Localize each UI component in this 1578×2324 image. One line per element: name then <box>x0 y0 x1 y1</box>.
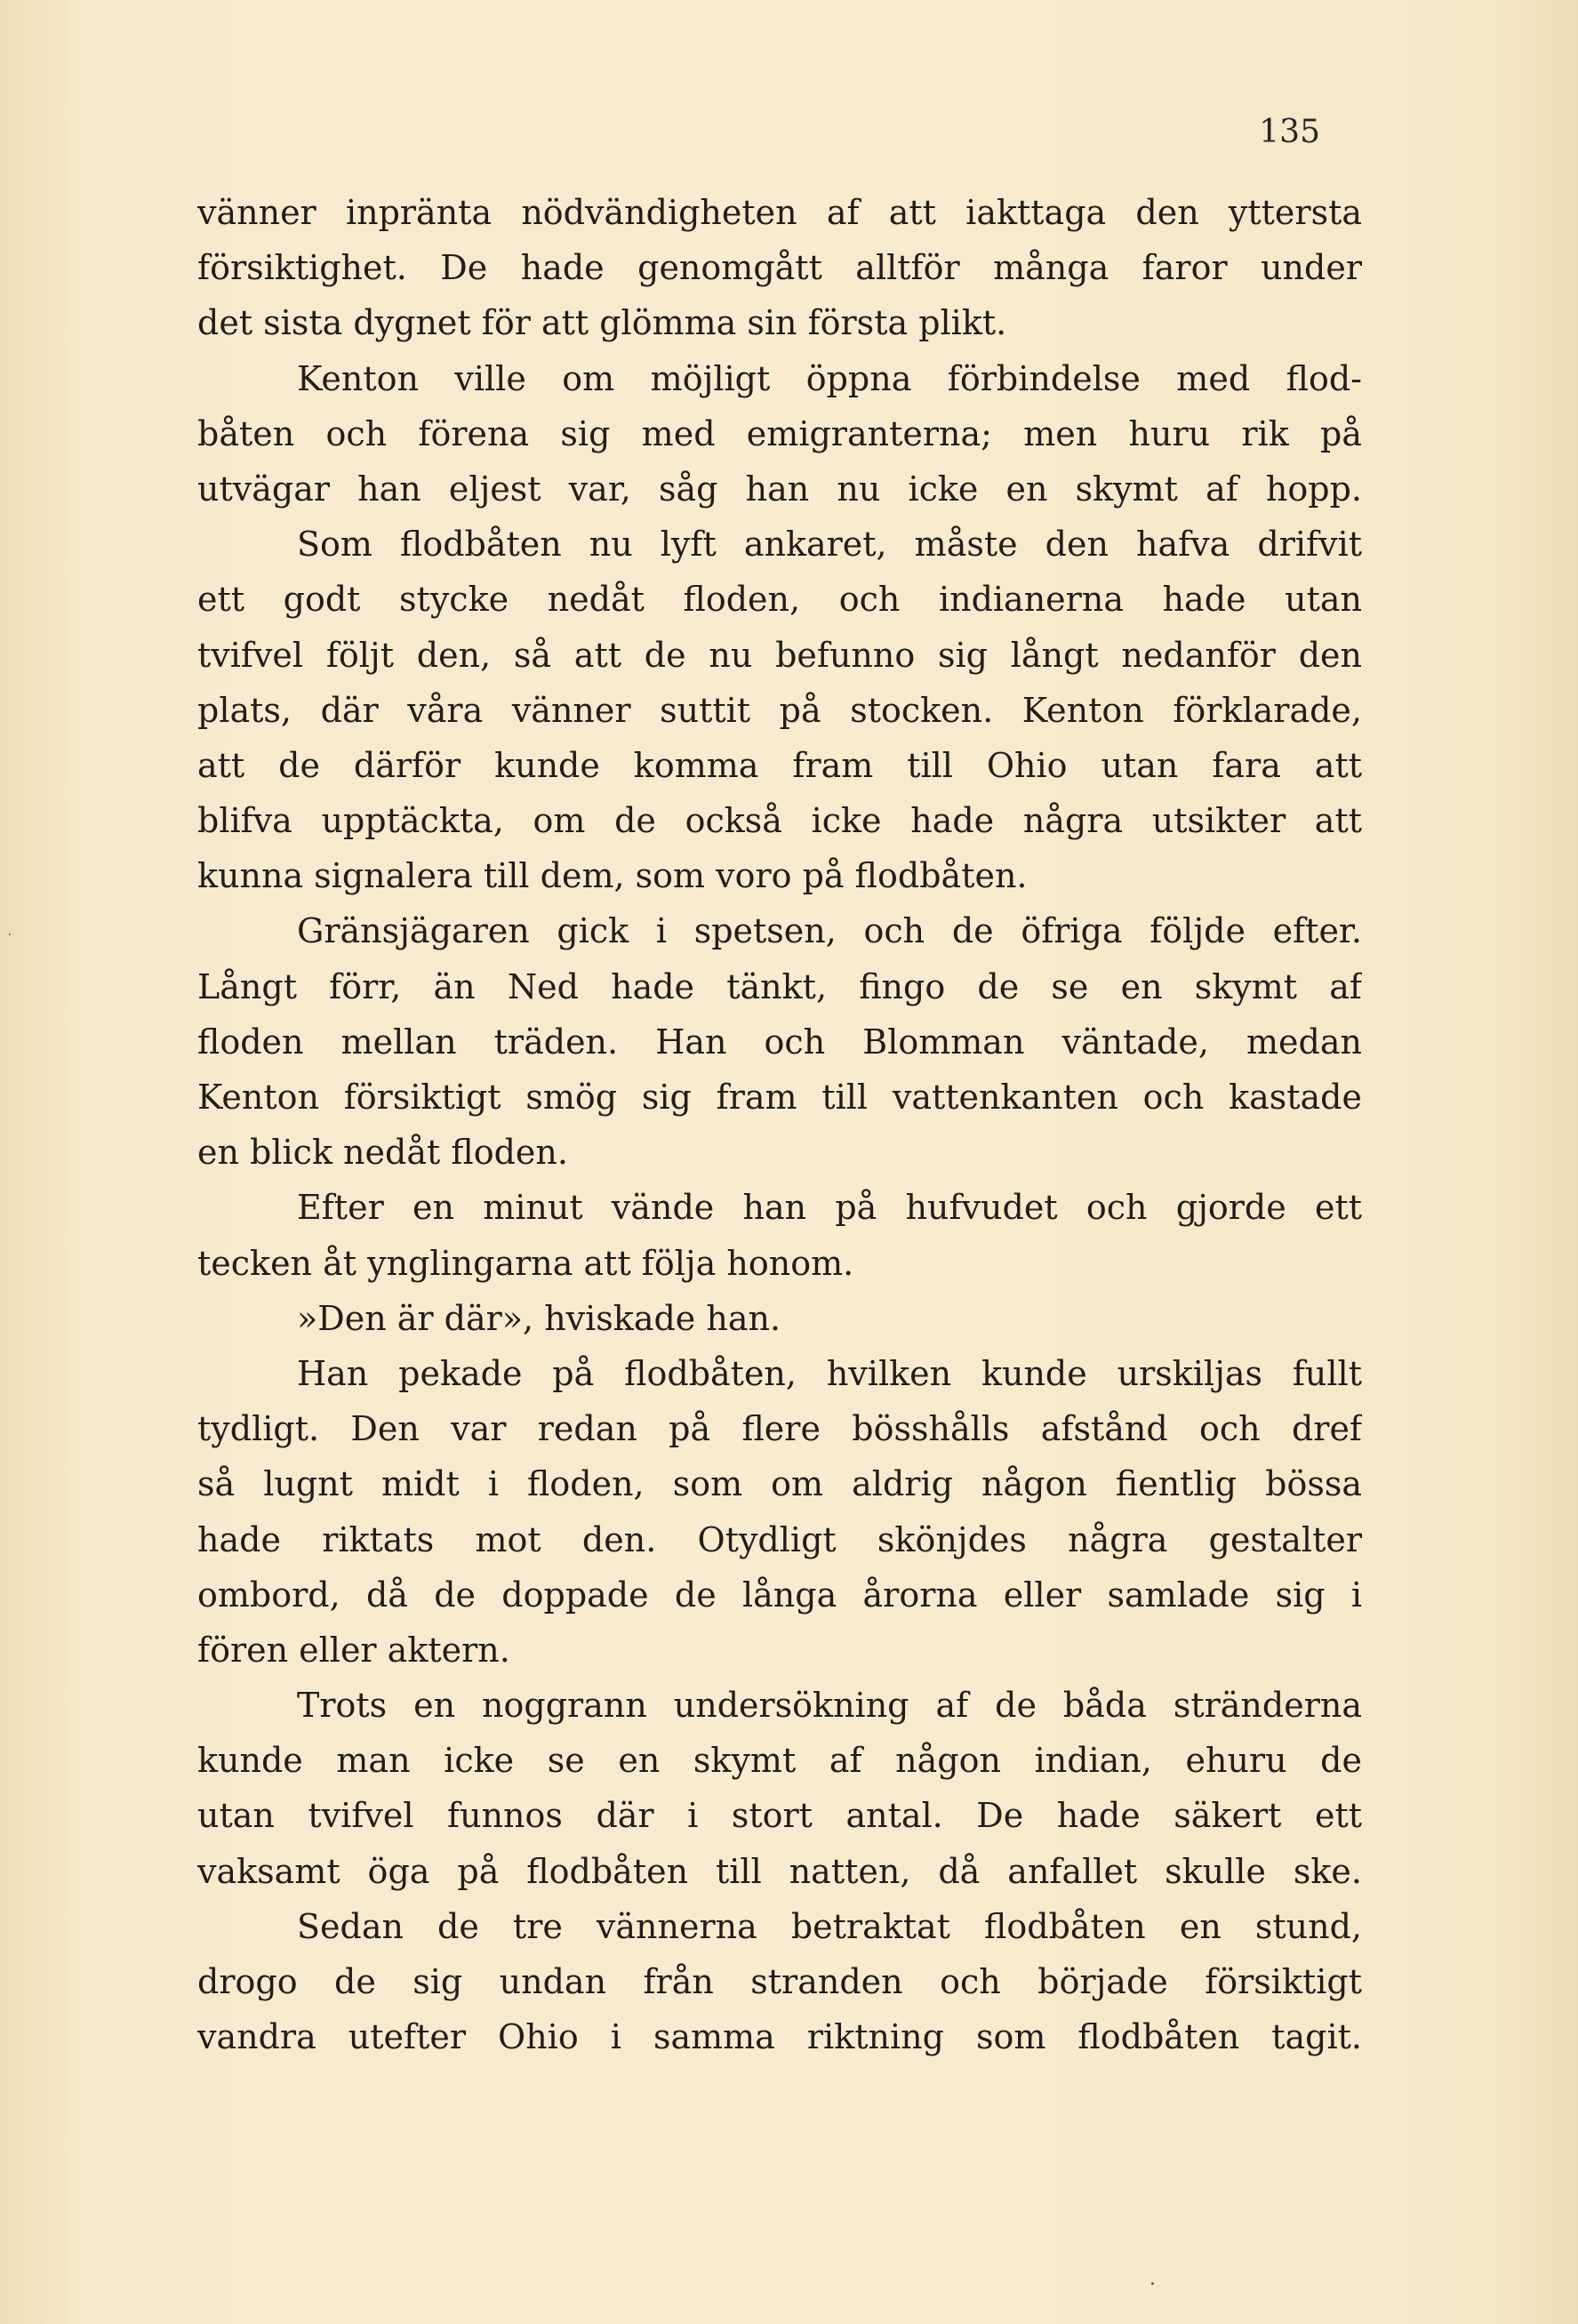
text-line: försiktighet. De hade genomgått alltför många faror under <box>197 248 1362 288</box>
paper-speck <box>9 934 11 935</box>
text-line: blifva upptäckta, om de också icke hade några utsikter att <box>197 801 1362 841</box>
page-number: 135 <box>1259 114 1320 150</box>
text-line: utvägar han eljest var, såg han nu icke en skymt af hopp. <box>197 469 1362 509</box>
text-line: floden mellan träden. Han och Blomman väntade, medan <box>197 1022 1362 1062</box>
text-line: ett godt stycke nedåt floden, och indianerna hade utan <box>197 580 1362 620</box>
text-line: Trots en noggrann undersökning af de båda stränderna <box>297 1686 1362 1726</box>
text-line: båten och förena sig med emigranterna; men huru rik på <box>197 413 1362 453</box>
text-line: hade riktats mot den. Otydligt skönjdes några gestalter <box>197 1519 1362 1559</box>
body-text <box>197 185 1362 2064</box>
text-line: Långt förr, än Ned hade tänkt, fingo de se en skymt af <box>197 966 1362 1006</box>
paper-speck <box>1151 2282 1154 2285</box>
text-line: kunde man icke se en skymt af någon indian, ehuru de <box>197 1741 1362 1781</box>
text-line: Sedan de tre vännerna betraktat flodbåten en stund, <box>297 1906 1362 1946</box>
text-line: så lugnt midt i floden, som om aldrig någon fientlig bössa <box>197 1464 1362 1504</box>
text-line: att de därför kunde komma fram till Ohio utan fara att <box>197 745 1362 785</box>
text-line: Efter en minut vände han på hufvudet och gjorde ett <box>297 1188 1362 1228</box>
text-line: vänner inpränta nödvändigheten af att iakttaga den yttersta <box>197 193 1362 232</box>
text-line: kunna signalera till dem, som voro på flodbåten. <box>197 856 1028 896</box>
text-line: Gränsjägaren gick i spetsen, och de öfriga följde efter. <box>297 911 1362 951</box>
text-line: tydligt. Den var redan på flere bösshålls afstånd och dref <box>197 1409 1362 1449</box>
text-line: drogo de sig undan från stranden och började försiktigt <box>197 1962 1362 2001</box>
text-line: Kenton ville om möjligt öppna förbindelse med flod- <box>297 358 1362 398</box>
text-line: tvifvel följt den, så att de nu befunno sig långt nedanför den <box>197 635 1362 675</box>
text-line: vaksamt öga på flodbåten till natten, då anfallet skulle ske. <box>197 1851 1362 1891</box>
text-line: det sista dygnet för att glömma sin första plikt. <box>197 303 1007 343</box>
text-line: »Den är där», hviskade han. <box>297 1298 781 1338</box>
text-line: en blick nedåt floden. <box>197 1133 568 1173</box>
text-line: tecken åt ynglingarna att följa honom. <box>197 1243 854 1283</box>
text-line: Som flodbåten nu lyft ankaret, måste den hafva drifvit <box>297 525 1362 565</box>
text-line: plats, där våra vänner suttit på stocken. Kenton förklarade, <box>197 690 1362 730</box>
text-line: Han pekade på flodbåten, hvilken kunde urskiljas fullt <box>297 1353 1362 1393</box>
text-line: fören eller aktern. <box>197 1630 510 1670</box>
text-line: Kenton försiktigt smög sig fram till vattenkanten och kastade <box>197 1078 1362 1117</box>
text-line: utan tvifvel funnos där i stort antal. De hade säkert ett <box>197 1796 1362 1836</box>
text-line: vandra utefter Ohio i samma riktning som flodbåten tagit. <box>197 2017 1362 2057</box>
text-line: ombord, då de doppade de långa årorna eller samlade sig i <box>197 1575 1362 1615</box>
